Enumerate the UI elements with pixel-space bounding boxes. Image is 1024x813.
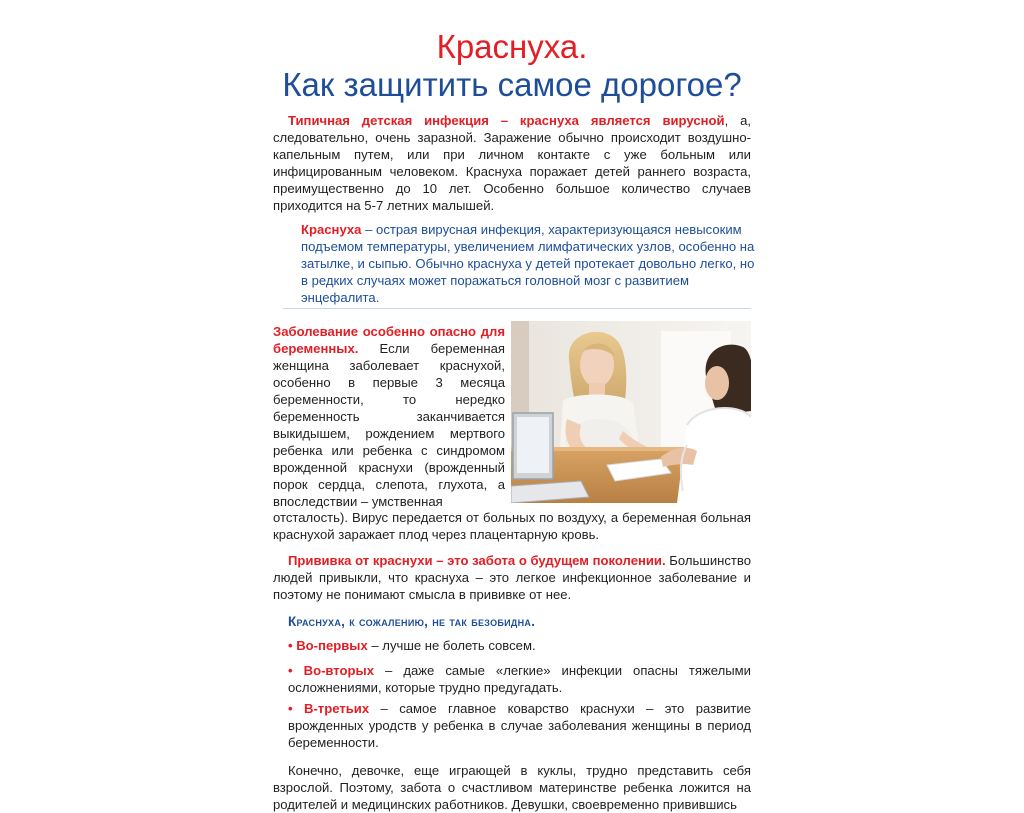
bullet-item-2 [273, 662, 751, 696]
document-page [273, 28, 755, 813]
callout-paragraph [301, 221, 759, 306]
bullet-3-lead: • В-третьих [288, 701, 370, 716]
definition-callout [283, 221, 755, 309]
vaccination-paragraph [273, 552, 751, 603]
callout-text: – острая вирусная инфекция, характеризующаяся невысоким подъемом температуры, увеличением лимфатических узлов, особенно на затылке, и сыпью. Обычно краснуха у детей протекает довольно легко, но в редких случаях может поражаться головной мозг с развитием энцефалита. [301, 222, 755, 305]
bullet-item-3 [273, 700, 751, 751]
pregnancy-text: Если беременная женщина заболевает краснухой, особенно в первые 3 месяца беременности, то нередко беременность заканчивается выкидышем, рождением мертвого ребенка или ребенка с синдромом врожденной краснухи (врожденный порок сердца, слепота, глухота, а впоследствии – умственная [273, 341, 505, 509]
bullet-item-1 [273, 637, 751, 654]
bullet-3-text: – самое главное коварство краснухи – это развитие врожденных уродств у ребенка в случае заболевания женщины в период беременности. [288, 701, 751, 750]
callout-lead: Краснуха [301, 222, 362, 237]
title-line-2: Как защитить самое дорогое? [282, 66, 742, 103]
vaccination-text: Большинство людей привыкли, что краснуха – это легкое инфекционное заболевание и поэтому не понимают смысла в прививке от нее. [273, 553, 752, 602]
closing-paragraph: Конечно, девочке, еще играющей в куклы, трудно представить себя взрослой. Поэтому, забота о счастливом материнстве ребенка ложится на родителей и медицинских работников. Девушки, своевременно привившись [273, 763, 751, 812]
pregnancy-continued: отсталость). Вирус передается от больных по воздуху, а беременная больная краснухой заражает плод через плацентарную кровь. [273, 510, 751, 542]
intro-paragraph [273, 112, 751, 214]
pregnancy-column [273, 323, 505, 510]
bullet-2-text: – даже самые «легкие» инфекции опасны тяжелыми осложнениями, которые трудно предугадать. [288, 663, 751, 695]
pregnancy-paragraph [273, 323, 505, 510]
intro-lead: Типичная детская инфекция – краснуха является вирусной [288, 113, 725, 128]
intro-text: , а, следовательно, очень заразной. Заражение обычно происходит воздушно-капельным путем, или при личном контакте с уже больным или инфицированным человеком. Краснуха поражает детей раннего возраста, преимущественно до 10 лет. Особенно большое количество случаев приходится на 5-7 летних малышей. [273, 113, 751, 213]
pregnancy-section [273, 321, 751, 507]
section-subheading: Краснуха, к сожалению, не так безобидна. [288, 614, 536, 629]
vaccination-lead: Прививка от краснухи – это забота о будущем поколении. [288, 553, 666, 568]
pregnancy-lead: Заболевание особенно опасно для беременных. [273, 324, 505, 356]
bullet-1-lead: • Во-первых [288, 638, 368, 653]
title-line-1: Краснуха. [436, 28, 588, 65]
doctor-consultation-photo [511, 321, 751, 503]
bullet-2-lead: • Во-вторых [288, 663, 375, 678]
bullet-1-text: – лучше не болеть совсем. [367, 638, 536, 653]
